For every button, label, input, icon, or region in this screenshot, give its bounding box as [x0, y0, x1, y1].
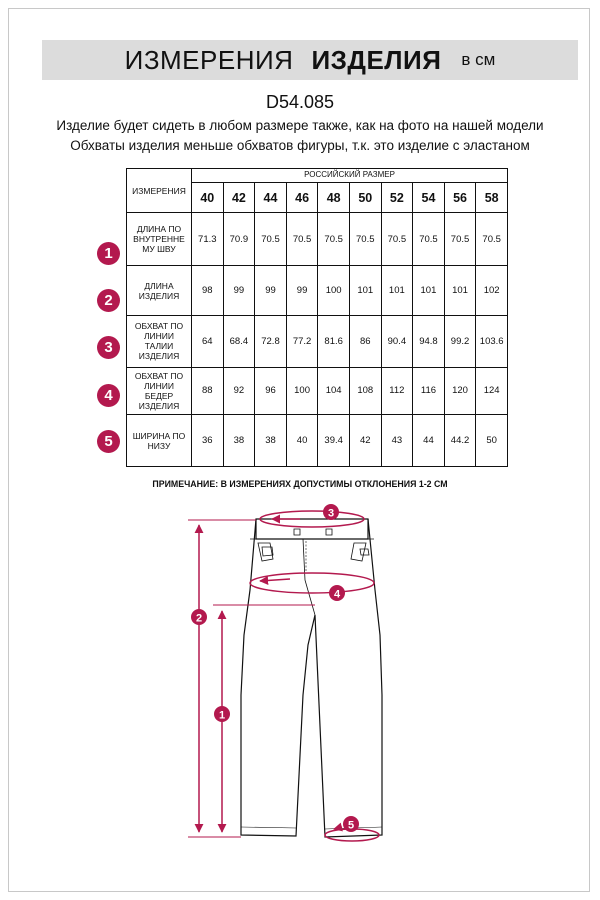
- table-cell: 70.5: [476, 213, 508, 266]
- table-cell: 90.4: [381, 315, 413, 367]
- measurements-table: [126, 168, 508, 467]
- table-cell: 99: [223, 266, 255, 316]
- table-cell: 64: [192, 315, 224, 367]
- table-cell: 104: [318, 367, 350, 415]
- table-cell: 38: [223, 415, 255, 467]
- label-line: ДЛИНА: [144, 280, 174, 291]
- table-cell: 120: [444, 367, 476, 415]
- size-cell: 56: [444, 182, 476, 213]
- table-cell: 99.2: [444, 315, 476, 367]
- table-cell: 39.4: [318, 415, 350, 467]
- hem-marker-label: 5: [347, 819, 355, 832]
- row-label-hem: [127, 415, 192, 467]
- label-line: ОБХВАТ ПО: [134, 370, 184, 381]
- table-cell: 40: [286, 415, 318, 467]
- elastane-note: Обхваты изделия меньше обхватов фигуры, т.к. это изделие с эластаном: [70, 138, 530, 153]
- table-row: [127, 367, 508, 415]
- table-cell: 100: [286, 367, 318, 415]
- table-cell: 70.5: [444, 213, 476, 266]
- table-cell: 43: [381, 415, 413, 467]
- table-cell: 101: [444, 266, 476, 316]
- size-cell: 54: [413, 182, 445, 213]
- size-cell: 44: [255, 182, 287, 213]
- inseam-marker-label: 1: [218, 709, 226, 722]
- marker-5: 5: [97, 430, 120, 453]
- table-cell: 94.8: [413, 315, 445, 367]
- table-cell: 99: [286, 266, 318, 316]
- table-cell: 88: [192, 367, 224, 415]
- title-unit: в см: [461, 50, 496, 69]
- table-cell: 70.5: [255, 213, 287, 266]
- marker-2: 2: [97, 289, 120, 312]
- table-cell: 102: [476, 266, 508, 316]
- table-cell: 36: [192, 415, 224, 467]
- table-cell: 38: [255, 415, 287, 467]
- table-cell: 42: [349, 415, 381, 467]
- label-line: МУ ШВУ: [142, 244, 176, 255]
- table-cell: 108: [349, 367, 381, 415]
- tolerance-note: ПРИМЕЧАНИЕ: В ИЗМЕРЕНИЯХ ДОПУСТИМЫ ОТКЛОНЕНИЯ 1-2 СМ: [152, 479, 448, 489]
- table-cell: 70.5: [381, 213, 413, 266]
- product-code: D54.085: [265, 92, 335, 112]
- pants-diagram: [0, 495, 600, 855]
- table-cell: 98: [192, 266, 224, 316]
- title-main: ИЗМЕРЕНИЯ: [124, 44, 294, 75]
- label-line: ТАЛИИ: [144, 341, 174, 352]
- title-bar: [42, 40, 578, 80]
- row-label-inseam: [127, 213, 192, 266]
- table-cell: 103.6: [476, 315, 508, 367]
- label-line: ШИРИНА ПО: [132, 430, 186, 441]
- table-cell: 77.2: [286, 315, 318, 367]
- table-cell: 71.3: [192, 213, 224, 266]
- size-cell: 46: [286, 182, 318, 213]
- table-cell: 101: [381, 266, 413, 316]
- label-line: ЛИНИИ: [143, 380, 175, 391]
- size-header: РОССИЙСКИЙ РАЗМЕР: [192, 169, 508, 183]
- label-line: ОБХВАТ ПО: [134, 321, 184, 332]
- size-cell: 50: [349, 182, 381, 213]
- measurements-header: ИЗМЕРЕНИЯ: [127, 169, 192, 213]
- row-label-length: [127, 266, 192, 316]
- waist-marker-label: 3: [327, 507, 335, 520]
- hip-arrow: [260, 579, 290, 581]
- pants-outline: [241, 519, 382, 837]
- row-label-waist: [127, 315, 192, 367]
- size-cell: 52: [381, 182, 413, 213]
- hip-measure-line: [250, 573, 374, 593]
- table-cell: 50: [476, 415, 508, 467]
- table-row: [127, 266, 508, 316]
- table-cell: 70.9: [223, 213, 255, 266]
- table-cell: 124: [476, 367, 508, 415]
- table-row: [127, 315, 508, 367]
- table-cell: 101: [413, 266, 445, 316]
- table-cell: 44.2: [444, 415, 476, 467]
- table-cell: 81.6: [318, 315, 350, 367]
- table-cell: 72.8: [255, 315, 287, 367]
- table-cell: 70.5: [349, 213, 381, 266]
- table-cell: 101: [349, 266, 381, 316]
- size-cell: 48: [318, 182, 350, 213]
- table-cell: 70.5: [286, 213, 318, 266]
- table-cell: 44: [413, 415, 445, 467]
- table-cell: 116: [413, 367, 445, 415]
- table-cell: 92: [223, 367, 255, 415]
- label-line: БЕДЕР: [144, 390, 174, 401]
- fit-note: Изделие будет сидеть в любом размере также, как на фото на нашей модели: [56, 118, 544, 133]
- label-line: ВНУТРЕННЕ: [133, 234, 185, 245]
- marker-1: 1: [97, 242, 120, 265]
- table-cell: 86: [349, 315, 381, 367]
- label-line: ИЗДЕЛИЯ: [138, 290, 180, 301]
- size-cell: 42: [223, 182, 255, 213]
- size-cell: 40: [192, 182, 224, 213]
- marker-4: 4: [97, 384, 120, 407]
- table-cell: 99: [255, 266, 287, 316]
- label-line: НИЗУ: [147, 440, 171, 451]
- table-row: [127, 415, 508, 467]
- table-cell: 70.5: [318, 213, 350, 266]
- hip-marker-label: 4: [333, 588, 341, 601]
- label-line: ИЗДЕЛИЯ: [138, 400, 180, 411]
- label-line: ДЛИНА ПО: [136, 224, 182, 235]
- marker-3: 3: [97, 336, 120, 359]
- table-cell: 70.5: [413, 213, 445, 266]
- title-bold: ИЗДЕЛИЯ: [311, 44, 442, 75]
- row-label-hip: [127, 367, 192, 415]
- size-cell: 58: [476, 182, 508, 213]
- table-row: [127, 213, 508, 266]
- label-line: ИЗДЕЛИЯ: [138, 351, 180, 362]
- table-cell: 68.4: [223, 315, 255, 367]
- label-line: ЛИНИИ: [143, 331, 175, 342]
- table-cell: 100: [318, 266, 350, 316]
- length-marker-label: 2: [195, 612, 203, 625]
- table-cell: 112: [381, 367, 413, 415]
- table-cell: 96: [255, 367, 287, 415]
